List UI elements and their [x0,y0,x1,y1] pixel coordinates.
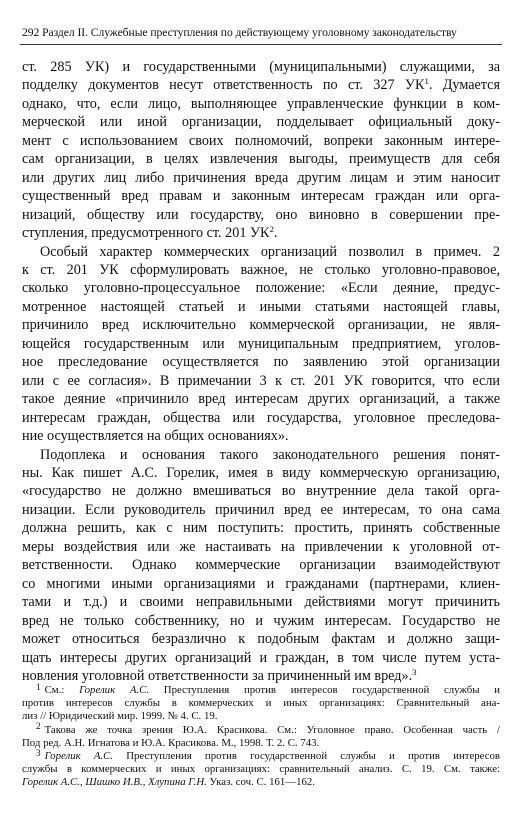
footnote-line: $^3$ Горелик А.С. Преступления против государственной службы и против интересов [36,747,500,763]
text-line: Особый характер коммерческих организаций позволил в примеч. 2 [40,243,500,260]
text-line: или с ее согласия». В примечании 3 к ст. 201 УК говорится, что если [22,372,500,389]
text-line: мерческой или иной организации, подделывает официальный доку- [22,114,500,131]
text-line: ветственности. Однако коммерческие организации взаимодействуют [22,557,500,574]
footnote-ref-2[interactable]: 2 [269,224,274,235]
text-line: существенный вред правам и законным интересам граждан или орга- [22,188,500,205]
text-line: тами и т.д.) и своими неправильными действиями могут причинить [22,594,500,611]
text-line: ступления, предусмотренного ст. 201 $УК^2$. [22,224,278,242]
text-line: вред не только собственнику, но и чужим интересам. Государство не [22,612,500,629]
text-line: низации. Если руководитель причинил вред ее интересам, то она сама [22,501,500,518]
footnote-line: службы в коммерческих и иных организациях: сравнительный анализ. С. 19. См. также: [22,763,500,776]
footnote-ref-3[interactable]: 3 [412,667,417,678]
text-line: «государство не должно вмешиваться во внутренние дела такой орга- [22,483,500,500]
footnote-number: 3 [36,747,41,758]
footnote-line: Горелик А.С., Шишко И.В., Хлупина Г.Н. Указ. соч. С. 161—162. [22,776,315,789]
header-divider [20,44,502,45]
text-line: такое деяние «причинило вред интересам других организаций, а также [22,391,500,408]
text-line: сколько уголовно-процессуальное положение: «Если деяние, предус- [22,280,500,297]
footnote-line: Под ред. А.Н. Игнатова и Ю.А. Красикова. М., 1998. Т. 2. С. 743. [22,736,320,749]
footnote-line: $^2$ Такова же точка зрения Ю.А. Красикова. См.: Уголовное право. Особенная часть / [36,721,500,736]
footnote-number: 2 [36,721,41,732]
footnote-ref-1[interactable]: 1 [424,76,429,87]
text-line: низаций, обществу или государству, оно виновно в совершении пре- [22,206,500,223]
text-line: интересам граждан, общества или государства, уголовное преследова- [22,409,500,426]
text-line: к ст. 201 УК сформулировать важное, не столько уголовно-правовое, [22,261,500,278]
text-line: ние осуществляется на общих основаниях». [22,428,289,445]
footnote-number: 1 [36,681,41,692]
text-line: мент с использованием своих полномочий, вопреки законным интере- [22,132,500,149]
paragraph-3 [22,446,500,686]
text-line: должна решить, как с ним поступить: простить, принять собственные [22,520,500,537]
running-title: Раздел II. Служебные преступления по действующему уголовному законодательству [42,26,457,39]
text-line: ное преследование осуществляется по заявлению этой организации [22,354,500,371]
text-line: меры воздействия или же настаивать на привлечении к уголовной от- [22,538,500,555]
footnote-line: $^1$ См.: Горелик А.С. Преступления против интересов государственной службы и [36,681,500,696]
footnote-3 [22,747,500,790]
paragraph-2 [22,243,500,446]
text-line: ны. Как пишет А.С. Горелик, имея в виду коммерческую организацию, [22,464,500,481]
text-line: новления уголовной ответственности за причиненный им вред».$^3$ [22,667,417,684]
footnotes [22,681,500,790]
text-line: мотренное настоящей статьей и иными статьями настоящей главы, [22,298,500,315]
footnote-line: против интересов службы в коммерческих и иных организациях: Сравнительный ана- [22,697,500,710]
text-line: ющейся государственным или муниципальным предприятием, уголов- [22,335,500,352]
text-line: подделку документов несут ответственность по ст. 327 $УК^1$. Думается [22,76,500,94]
running-header [22,26,500,40]
paragraph-1 [22,58,500,243]
footnote-1 [22,681,500,724]
text-line: ст. 285 УК) и государственными (муниципальными) служащими, за [22,59,500,75]
text-line: причинило вред исключительно коммерческой организации, не явля- [22,317,500,334]
text-line: может относиться безразлично к подобным фактам и должно защи- [22,631,500,648]
footnote-line: лиз // Юридический мир. 1999. № 4. С. 19. [22,710,218,723]
text-line: Подоплека и основания такого законодательного решения понят- [40,446,500,463]
text-line: щать интересы других организаций и граждан, в том числе путем уста- [22,649,500,666]
footnote-2 [22,721,500,750]
page-number: 292 [22,26,40,39]
text-line: или других лиц либо причинения вреда другим лицам и этим наносит [22,169,500,186]
main-text [22,58,500,685]
text-line: сам организации, в целях извлечения выгоды, преимуществ для себя [22,151,500,168]
text-line: со многими иными организациями и гражданами (партнерами, клиен- [22,575,500,592]
text-line: однако, что, если лицо, выполняющее управленческие функции в ком- [22,95,500,112]
